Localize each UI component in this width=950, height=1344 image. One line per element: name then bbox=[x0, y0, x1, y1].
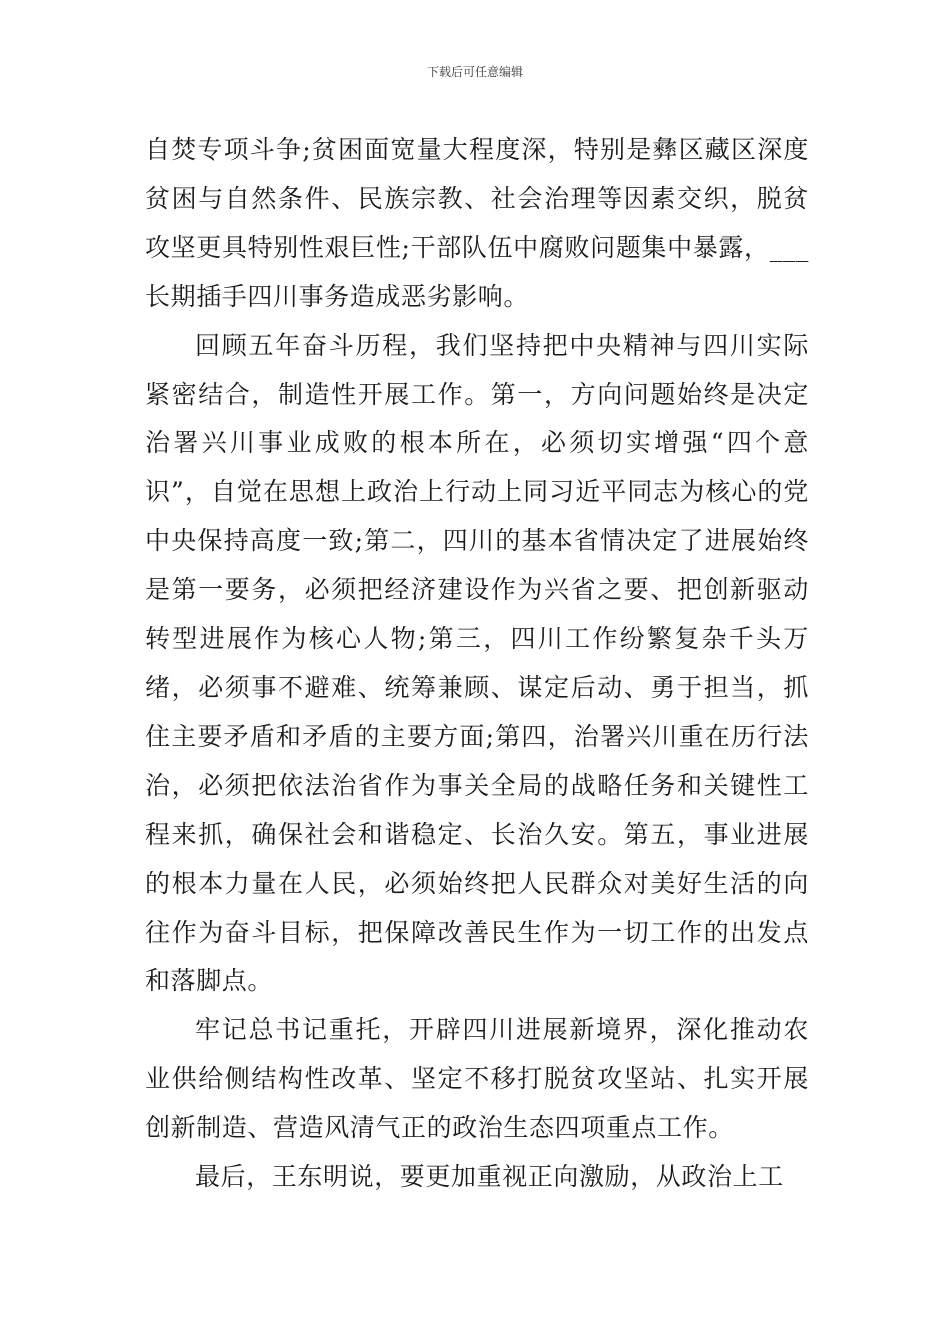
paragraph-4: 最后，王东明说，要更加重视正向激励，从政治上工 bbox=[195, 1162, 784, 1192]
document-body bbox=[145, 126, 809, 1202]
paragraph-1: 自焚专项斗争;贫困面宽量大程度深，特别是彝区藏区深度贫困与自然条件、民族宗教、社会治理等因素交织，脱贫攻坚更具特别性艰巨性;干部队伍中腐败问题集中暴露，___长期插手四川事务造成恶劣影响。 bbox=[145, 135, 809, 311]
paragraph-3: 牢记总书记重托，开辟四川进展新境界，深化推动农业供给侧结构性改革、坚定不移打脱贫攻坚站、扎实开展创新制造、营造风清气正的政治生态四项重点工作。 bbox=[145, 1015, 809, 1143]
page-header: 下载后可任意编辑 bbox=[426, 65, 523, 79]
paragraph-2: 回顾五年奋斗历程，我们坚持把中央精神与四川实际紧密结合，制造性开展工作。第一，方向问题始终是决定治署兴川事业成败的根本所在，必须切实增强“四个意识”，自觉在思想上政治上行动上同习近平同志为核心的党中央保持高度一致;第二，四川的基本省情决定了进展始终是第一要务，必须把经济建设作为兴省之要、把创新驱动转型进展作为核心人物;第三，四川工作纷繁复杂千头万绪，必须事不避难、统筹兼顾、谋定后动、勇于担当，抓住主要矛盾和矛盾的主要方面;第四，治署兴川重在历行法治，必须把依法治省作为事关全局的战略任务和关键性工程来抓，确保社会和谐稳定、长治久安。第五，事业进展的根本力量在人民，必须始终把人民群众对美好生活的向往作为奋斗目标，把保障改善民生作为一切工作的出发点和落脚点。 bbox=[145, 330, 809, 996]
